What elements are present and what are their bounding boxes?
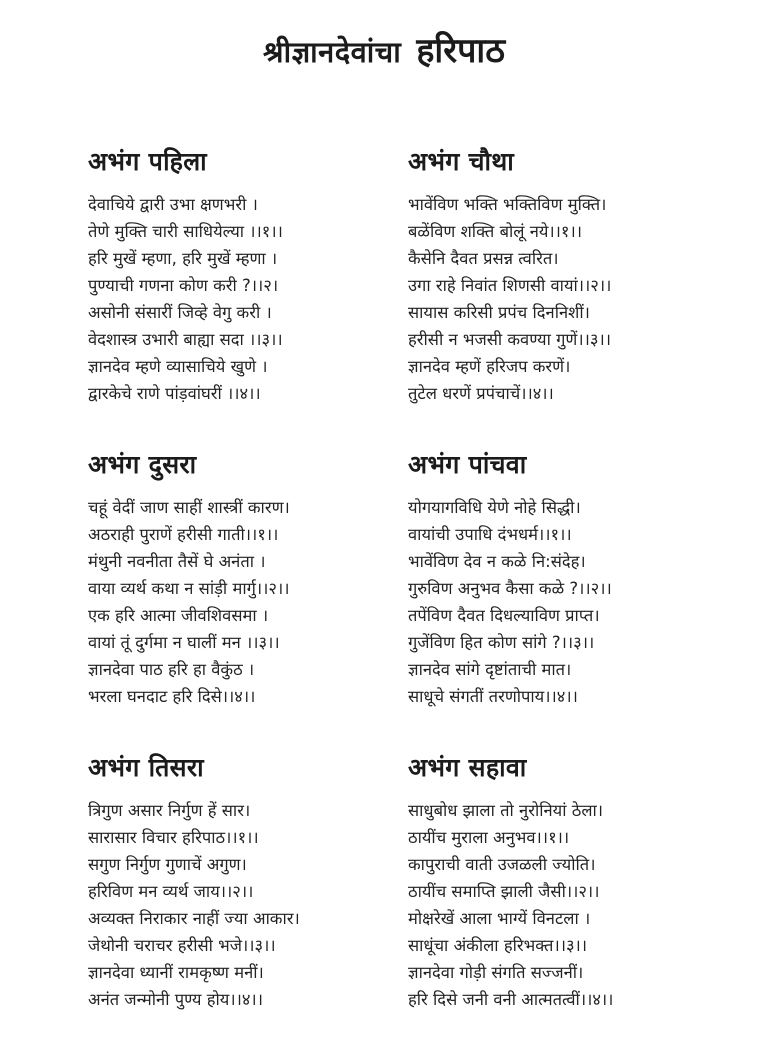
verse-line: हरीसी न भजसी कवण्या गुणें।।३।। bbox=[408, 330, 611, 349]
verse-line: एक हरि आत्मा जीवशिवसमा । bbox=[88, 606, 269, 625]
verse-line: ठायींच मुराला अनुभव।।१।। bbox=[408, 828, 570, 847]
right-column bbox=[408, 144, 728, 1053]
section-heading: अभंग दुसरा bbox=[88, 450, 197, 479]
verse-line: ज्ञानदेव सांगे दृष्टांताची मात। bbox=[408, 660, 572, 679]
verse-line: देवाचिये द्वारी उभा क्षणभरी । bbox=[88, 195, 258, 214]
verse-line: द्वारकेचे राणे पांड़वांघरीं ।।४।। bbox=[88, 384, 261, 403]
section-abhang-4 bbox=[408, 144, 728, 407]
verse-line: वेदशास्त्र उभारी बाह्या सदा ।।३।। bbox=[88, 330, 283, 349]
verse-line: तपेंविण दैवत दिधल्याविण प्राप्त। bbox=[408, 606, 600, 625]
section-abhang-2 bbox=[88, 447, 408, 710]
verse-line: कापुराची वाती उजळली ज्योति। bbox=[408, 855, 596, 874]
section-heading: अभंग पांचवा bbox=[408, 450, 527, 479]
verse-line: तेणे मुक्ति चारी साधियेल्या ।।१।। bbox=[88, 222, 283, 241]
verse-line: चहूं वेदीं जाण साहीं शास्त्रीं कारण। bbox=[88, 498, 290, 517]
verse-line: बळेंविण शक्ति बोलूं नये।।१।। bbox=[408, 222, 583, 241]
section-abhang-6 bbox=[408, 750, 728, 1013]
verse-line: मंथुनी नवनीता तैसें घे अनंता । bbox=[88, 552, 266, 571]
verse-line: योगयागविधि येणे नोहे सिद्धी। bbox=[408, 498, 581, 517]
verse-line: ज्ञानदेव म्हणें हरिजप करणें। bbox=[408, 357, 571, 376]
document-page bbox=[0, 26, 768, 1050]
verse-line: हरि दिसे जनी वनी आत्मतत्वीं।।४।। bbox=[408, 990, 614, 1009]
section-heading: अभंग सहावा bbox=[408, 753, 527, 782]
page-title-prefix: श्रीज्ञानदेवांचा bbox=[263, 35, 402, 69]
section-heading: अभंग पहिला bbox=[88, 147, 207, 176]
verse-line: वायां तूं दुर्गमा न घालीं मन ।।३।। bbox=[88, 633, 280, 652]
verse-line: वायांची उपाधि दंभधर्म।।१।। bbox=[408, 525, 572, 544]
section-abhang-3 bbox=[88, 750, 408, 1013]
verse-line: गुरुविण अनुभव कैसा कळे ?।।२।। bbox=[408, 579, 612, 598]
verse-line: ठायींच समाप्ति झाली जैसी।।२।। bbox=[408, 882, 600, 901]
verse-line: हरिविण मन व्यर्थ जाय।।२।। bbox=[88, 882, 254, 901]
verse-line: भावेंविण भक्ति भक्तिविण मुक्ति। bbox=[408, 195, 607, 214]
verse-line: ज्ञानदेवा पाठ हरि हा वैकुंठ । bbox=[88, 660, 255, 679]
verse-line: सायास करिसी प्रपंच दिननिशीं। bbox=[408, 303, 590, 322]
section-abhang-1 bbox=[88, 144, 408, 407]
verse-line: साधुबोध झाला तो नुरोनियां ठेला। bbox=[408, 801, 604, 820]
left-column bbox=[88, 144, 408, 1053]
verse-line: वाया व्यर्थ कथा न सांड़ी मार्गु।।२।। bbox=[88, 579, 290, 598]
section-heading: अभंग तिसरा bbox=[88, 753, 204, 782]
verse-line: साधूचे संगतीं तरणोपाय।।४।। bbox=[408, 687, 578, 706]
verse-line: अनंत जन्मोनी पुण्य होय।।४।। bbox=[88, 990, 263, 1009]
verse-line: पुण्याची गणना कोण करी ?।।२। bbox=[88, 276, 279, 295]
verse-line: तुटेल धरणें प्रपंचाचें।।४।। bbox=[408, 384, 554, 403]
verse-line: सगुण निर्गुण गुणाचें अगुण। bbox=[88, 855, 247, 874]
verse-line: साधूंचा अंकीला हरिभक्त।।३।। bbox=[408, 936, 588, 955]
verse-line: ज्ञानदेवा ध्यानीं रामकृष्ण मनीं। bbox=[88, 963, 264, 982]
verse-line: हरि मुखें म्हणा, हरि मुखें म्हणा । bbox=[88, 249, 278, 268]
section-heading: अभंग चौथा bbox=[408, 147, 515, 176]
verse-line: कैसेनि दैवत प्रसन्न त्वरित। bbox=[408, 249, 559, 268]
page-title-main: हरिपाठ bbox=[416, 31, 505, 71]
verse-line: सारासार विचार हरिपाठ।।१।। bbox=[88, 828, 259, 847]
verse-line: भावेंविण देव न कळे नि:संदेह। bbox=[408, 552, 586, 571]
verse-line: ज्ञानदेव म्हणे व्यासाचिये खुणे । bbox=[88, 357, 268, 376]
verse-line: मोक्षरेखें आला भाग्यें विनटला । bbox=[408, 909, 591, 928]
verse-line: गुजेंविण हित कोण सांगे ?।।३।। bbox=[408, 633, 595, 652]
verse-columns bbox=[88, 144, 768, 1053]
verse-line: भरला घनदाट हरि दिसे।।४।। bbox=[88, 687, 256, 706]
verse-line: ज्ञानदेवा गोड़ी संगति सज्जनीं। bbox=[408, 963, 584, 982]
verse-line: अव्यक्त निराकार नाहीं ज्या आकार। bbox=[88, 909, 300, 928]
verse-line: असोनी संसारीं जिव्हे वेगु करी । bbox=[88, 303, 272, 322]
verse-line: जेथोनी चराचर हरीसी भजे।।३।। bbox=[88, 936, 276, 955]
verse-line: अठराही पुराणें हरीसी गाती।।१।। bbox=[88, 525, 279, 544]
section-abhang-5 bbox=[408, 447, 728, 710]
verse-line: त्रिगुण असार निर्गुण हें सार। bbox=[88, 801, 251, 820]
verse-line: उगा राहे निवांत शिणसी वायां।।२।। bbox=[408, 276, 612, 295]
page-title bbox=[0, 26, 768, 72]
